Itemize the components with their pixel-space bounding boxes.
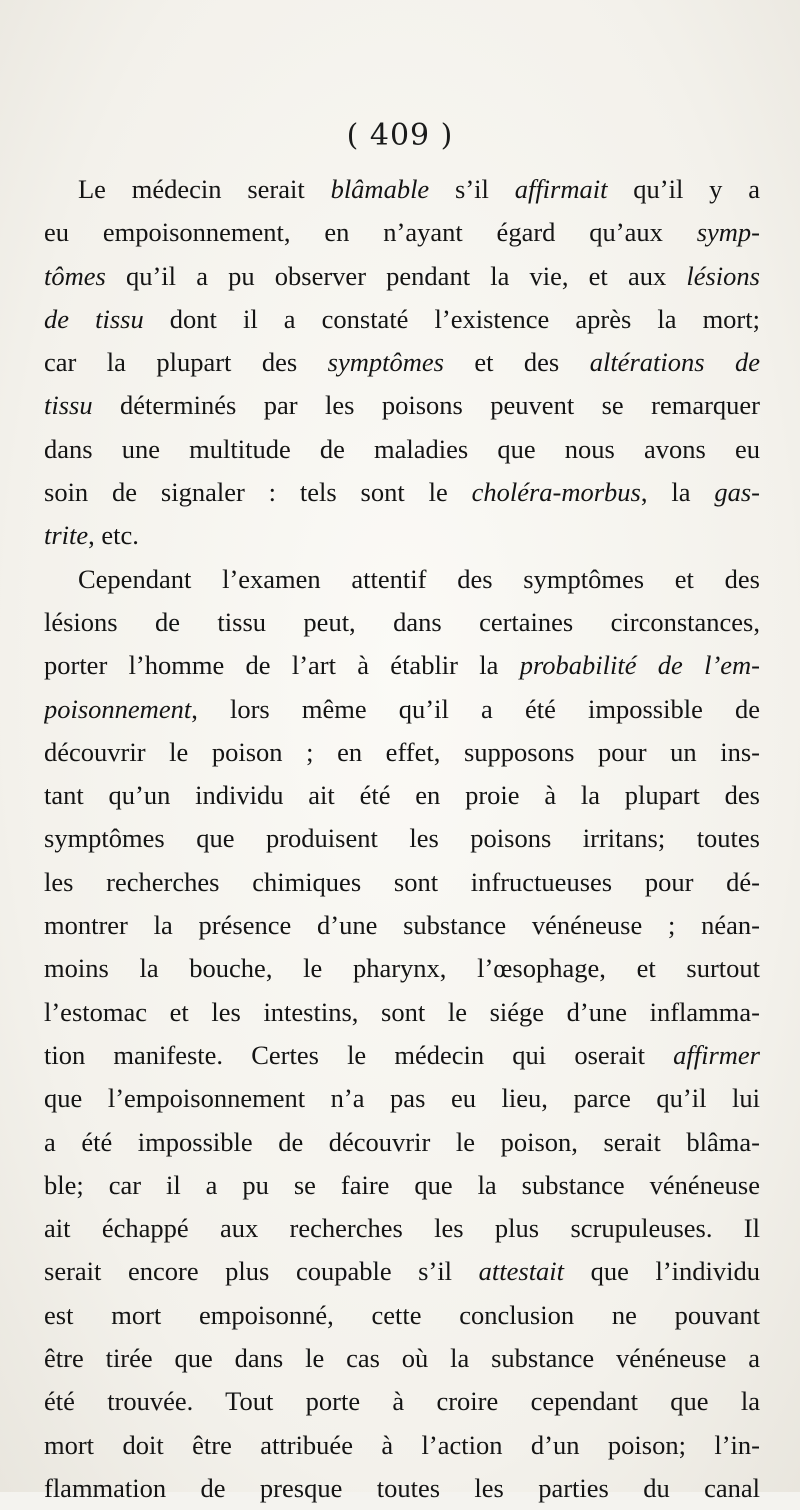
text-span: qu’il y a bbox=[607, 174, 760, 204]
text-line bbox=[44, 168, 760, 211]
text-line bbox=[44, 514, 760, 557]
italic-text: affirmer bbox=[673, 1039, 760, 1070]
body-text bbox=[44, 168, 760, 1510]
paragraph bbox=[44, 168, 760, 558]
text-span: Le médecin serait bbox=[78, 174, 331, 204]
text-line bbox=[44, 471, 760, 514]
text-line bbox=[44, 817, 760, 860]
text-line bbox=[44, 1164, 760, 1207]
text-line bbox=[44, 1121, 760, 1164]
text-span: , la bbox=[640, 477, 715, 508]
italic-text: attestait bbox=[478, 1256, 565, 1287]
text-line bbox=[44, 1294, 760, 1337]
text-line bbox=[44, 298, 760, 341]
text-span: moins la bouche, le pharynx, l’œsophage, et surtout bbox=[44, 953, 760, 984]
text-line bbox=[44, 341, 760, 384]
italic-text: tômes bbox=[44, 260, 106, 291]
text-span: tant qu’un individu ait été en proie à la plupart des bbox=[44, 780, 760, 811]
text-span: que l’individu bbox=[564, 1256, 760, 1287]
text-span: dont il a constaté l’existence après la mort; bbox=[143, 303, 760, 334]
text-span: été trouvée. Tout porte à croire cependant que la bbox=[44, 1386, 760, 1417]
text-line bbox=[44, 991, 760, 1034]
text-span: eu empoisonnement, en n’ayant égard qu’aux bbox=[44, 217, 697, 248]
text-span: flammation de presque toutes les parties du canal bbox=[44, 1472, 760, 1503]
text-span: être tirée que dans le cas où la substance vénéneuse a bbox=[44, 1343, 760, 1374]
text-line bbox=[44, 1380, 760, 1423]
text-span: montrer la présence d’une substance vénéneuse ; néan- bbox=[44, 910, 760, 941]
text-line bbox=[44, 731, 760, 774]
text-span: que l’empoisonnement n’a pas eu lieu, parce qu’il lui bbox=[44, 1083, 760, 1114]
text-span: car la plupart des bbox=[44, 347, 328, 378]
text-line bbox=[44, 384, 760, 427]
text-line bbox=[44, 255, 760, 298]
text-span: mort doit être attribuée à l’action d’un poison; l’in- bbox=[44, 1429, 760, 1460]
text-span: soin de signaler : tels sont le bbox=[44, 477, 472, 508]
text-span: dans une multitude de maladies que nous avons eu bbox=[44, 433, 760, 464]
text-span: serait encore plus coupable s’il bbox=[44, 1256, 479, 1287]
italic-text: symp- bbox=[696, 217, 760, 248]
text-span: ble; car il a pu se faire que la substance vénéneuse bbox=[44, 1169, 760, 1200]
italic-text: symptômes bbox=[327, 347, 444, 378]
italic-text: de tissu bbox=[44, 303, 144, 334]
text-line bbox=[44, 1077, 760, 1120]
text-span: les recherches chimiques sont infructueuses pour dé- bbox=[44, 866, 760, 897]
text-line bbox=[44, 1207, 760, 1250]
text-span: tion manifeste. Certes le médecin qui oserait bbox=[44, 1039, 674, 1070]
text-line bbox=[44, 774, 760, 817]
text-span: , etc. bbox=[88, 520, 139, 551]
italic-text: trite bbox=[44, 520, 89, 551]
text-span: s’il bbox=[429, 174, 515, 204]
text-line bbox=[44, 1034, 760, 1077]
text-line bbox=[44, 1250, 760, 1293]
text-line bbox=[44, 861, 760, 904]
text-span: symptômes que produisent les poisons irritans; toutes bbox=[44, 823, 760, 854]
text-span: l’estomac et les intestins, sont le siége d’une inflamma- bbox=[44, 996, 760, 1027]
page-number: ( 409 ) bbox=[346, 118, 454, 153]
text-line bbox=[44, 947, 760, 990]
text-line bbox=[44, 904, 760, 947]
italic-text: blâmable bbox=[330, 174, 430, 204]
text-line bbox=[44, 428, 760, 471]
text-line bbox=[44, 558, 760, 601]
italic-text: choléra-morbus bbox=[471, 477, 641, 508]
text-line bbox=[44, 601, 760, 644]
text-line bbox=[44, 1467, 760, 1510]
text-line bbox=[44, 688, 760, 731]
text-span: découvrir le poison ; en effet, supposons pour un ins- bbox=[44, 736, 760, 767]
italic-text: lésions bbox=[686, 260, 760, 291]
text-line bbox=[44, 1424, 760, 1467]
italic-text: poisonnement bbox=[44, 693, 192, 724]
italic-text: probabilité de l’em- bbox=[519, 650, 760, 681]
italic-text: tissu bbox=[44, 390, 93, 421]
italic-text: altérations de bbox=[589, 347, 760, 378]
italic-text: affirmait bbox=[514, 174, 608, 204]
text-span: Cependant l’examen attentif des symptômes et des bbox=[78, 563, 760, 594]
text-span: déterminés par les poisons peuvent se remarquer bbox=[92, 390, 760, 421]
text-line bbox=[44, 1337, 760, 1380]
text-span: , lors même qu’il a été impossible de bbox=[191, 693, 760, 724]
text-span: et des bbox=[443, 347, 590, 378]
text-line bbox=[44, 211, 760, 254]
text-span: est mort empoisonné, cette conclusion ne pouvant bbox=[44, 1299, 760, 1330]
paragraph bbox=[44, 558, 760, 1510]
text-span: qu’il a pu observer pendant la vie, et aux bbox=[105, 260, 687, 291]
text-span: lésions de tissu peut, dans certaines circonstances, bbox=[44, 606, 760, 637]
text-line bbox=[44, 644, 760, 687]
text-span: ait échappé aux recherches les plus scrupuleuses. Il bbox=[44, 1213, 760, 1244]
italic-text: gas- bbox=[714, 477, 760, 508]
text-span: a été impossible de découvrir le poison, serait blâma- bbox=[44, 1126, 760, 1157]
text-span: porter l’homme de l’art à établir la bbox=[44, 650, 520, 681]
